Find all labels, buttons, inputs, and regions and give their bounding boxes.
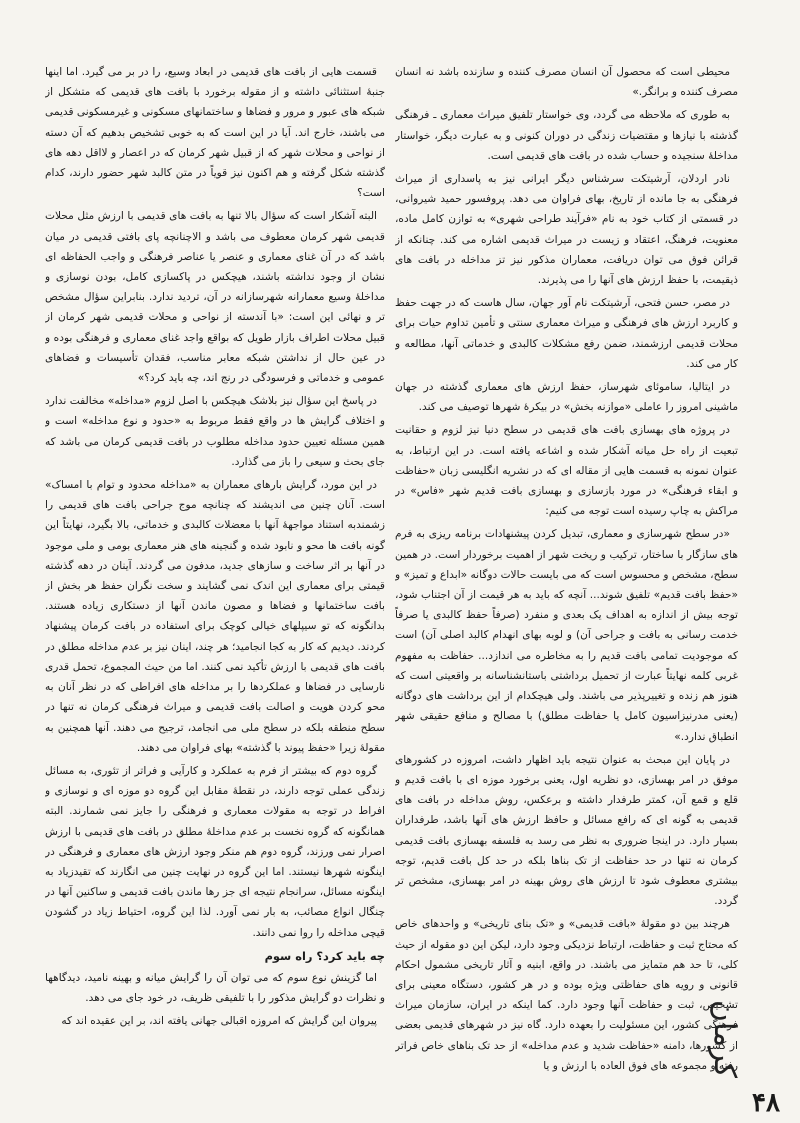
paragraph: در این مورد، گرایش بارهای معماران به «مداخله محدود و توام با امساک» است. آنان چنین می اندیشند که چنانچه موج جراحی بافت های قدیمی را زشمندبه استناد مواجههٔ آنها با معضلات کالبدی و خدماتی، بالا بگیرد، نهایتاً این گونه بافت ها محو و نابود شده و گنجینه های هنر معماری بومی و ملی موجود در آنها بر اثر ساخت و سازهای جدید، مدفون می گردند. آینان در دهه گذشته قیمتی برای معماری این اندک نمی گشایند و سخت نگران حفظ هر بخش از بافت ساختمانها و فضاها و مصون ماندن آنها از دستکاری زیاده هستند. بدانگونه که تو سیپلهای خیالی کوچک برای استفاده در بافت کرمان پیشنهاد کردند. دیدیم که کار به کجا انجامید؛ هر چند، اینان نیز بر عدم مداخله مطلق در بافت های قدیمی با ارزش تأکید نمی کنند. اما من حیث المجموع، تحمل قدری نارسایی در فضاها و عملکردها را بر مداخله های افراطی که در نظر آنان به محو کردن هویت و اصالت بافت قدیمی و میراث فرهنگی کرمان نه تنها در سطح منطقه بلکه در سطح ملی می انجامد، ترجیح می دهند. آنها همچنین به مقولهٔ زیرا «حفظ پیوند با گذشته» بهای فراوان می دهند. bbox=[45, 479, 385, 754]
paragraph: گروه دوم که بیشتر از فرم به عملکرد و کارآیی و فراتر از تئوری، به مسائل زندگی عملی توجه دارند، در نقطهٔ مقابل این گروه دو موزه ای و نوسازی و افراط در توجه به مقولات معماری و فرهنگی را جایز نمی شمارند. البته همانگونه که گروه نخست بر عدم مداخلهٔ مطلق در بافت های قدیمی با ارزش اصرار نمی ورزند، گروه دوم هم منکر وجود ارزش های معماری و فرهنگی در اینگونه شهرها نیستند. اما این گروه در نهایت چنین می انگارند که تقیدزیاد به اینگونه مسائل، سرانجام نتیجه ای جز رها ماندن بافت قدیمی و ساکنین آنها در چنگال انواع مصائب، به بار نمی آورد. لذا این گروه، احتیاط زیاد در گشودن قیچی مداخله را روا نمی دانند. bbox=[45, 764, 385, 939]
page-number: ۴۸ bbox=[752, 1088, 780, 1118]
paragraph: نادر اردلان، آرشیتکت سرشناس دیگر ایرانی نیز به پاسداری از میراث فرهنگی به جا مانده از تاریخ، بهای فراوان می دهد. پروفسور حمید شیروانی، در قسمتی از کتاب خود به نام «فرآیند طراحی شهری» به توازن کامل ماده، معنویت، فرهنگ، اعتقاد و زیست در میراث قدیمی اشاره می کند. چنانکه از قرائن فوق می توان دریافت، معماران مذکور نیز تز مداخله در بافت های ذیقیمت، با حفظ ارزش های آنها را می پذیرند. bbox=[395, 173, 738, 287]
paragraph: هرچند بین دو مقولهٔ «بافت قدیمی» و «تک بنای تاریخی» و واحدهای خاص که محتاج ثبت و حفاظت، ارتباط نزدیکی وجود دارد، لیکن این دو مقوله از حیث کلی، تا حد هم متمایز می باشند. در واقع، ابنیه و آثار تاریخی مشمول احکام قانونی و رویه های حفاظتی ویژه بوده و در هر کشور، دستگاه معینی برای تشخیص، ثبت و حفاظت آنها وجود دارد. کما اینکه در ایران، سازمان میراث فرهنگی کشور، این مسئولیت را بعهده دارد. گاه نیز در شهرهای قدیمی بعضی از کشورها، دامنه «حفاظت شدید و عدم مداخله» از حد تک بناهای خاص فراتر رفته و مجموعه های فوق العاده با ارزش و یا bbox=[395, 918, 738, 1072]
right-text-column bbox=[395, 62, 738, 1082]
paragraph: در پایان این مبحث به عنوان نتیجه باید اظهار داشت، امروزه در کشورهای موفق در امر بهسازی، دو نظریه اول، یعنی برخورد موزه ای با بافت قدیم و قلع و قمع آن، کمتر طرفدار داشته و برعکس، روش مداخله در بافت های قدیمی به گونه ای که رافع مسائل و حافظ ارزش های آنها باشد، طرفداران بسیار دارد. در اینجا ضروری به نظر می رسد به فلسفه بهسازی بافت قدیمی کرمان نه تنها در حد حفاظت از تک بناها بلکه در حد کل بافت قدیم، توجه بیشتری معطوف شود تا ارزش های روش بهینه در امر بهسازی، مشخص تر گردد. bbox=[395, 753, 738, 908]
left-text-column bbox=[45, 62, 385, 1102]
paragraph: قسمت هایی از بافت های قدیمی در ابعاد وسیع، را در بر می گیرد. اما اینها جنبهٔ استثنائی داشته و از مقوله برخورد با بافت های قدیمی که متشکل از شبکه های عبور و مرور و فضاها و ساختمانهای مسکونی و غیرمسکونی قدیمی می باشند، خارج اند. آیا در این است که به خوبی تشخیص بدهیم که آن دسته از نواحی و محلات شهر که از قبیل شهر کرمان که در اعصار و لااقل دهه های گذشته شکل گرفته و هم اکنون نیز قویاً در متن کالبد شهر حضور دارند، کدام است؟ bbox=[45, 66, 385, 200]
quoted-paragraph: «در سطح شهرسازی و معماری، تبدیل کردن پیشنهادات برنامه ریزی به فرم های سازگار با ساختار، ترکیب و ریخت شهر از اهمیت برخوردار است. در همین سطح، مشخص و محسوس است که می بایست حالات دوگانه «ابداع و تمیز» و «حفظ بافت قدیم» تلفیق شوند... آنچه که باید به هر قیمت از آن اجتناب شود، توجه بیش از اندازه به اهداف یک بعدی و منفرد (صرفاً حفظ کالبدی یا صرفاً خدمت رسانی به بافت و جراحی آن) و لوبه بهای انهدام کالبد اصلی آن) است که موجودیت تمامی بافت قدیم را به مخاطره می اندازد... حفاظت به مفهوم غربی کلمه نهایتاً عبارت از تحمیل برداشتی باستانشناسانه بر واقعیتی است که هنوز هم زنده و تغییرپذیر می باشند. ولی هیچکدام از این برداشت های دوگانه (یعنی مدرنیزاسیون کامل یا حفاظت مطلق) با مصالح و منافع حقیقی شهر انطباق ندارد.» bbox=[395, 528, 738, 743]
paragraph: محیطی است که محصول آن انسان مصرف کننده و سازنده باشد نه انسان مصرف کننده و برانگر.» bbox=[395, 66, 738, 99]
paragraph: در پروژه های بهسازی بافت های قدیمی در سطح دنیا نیز لزوم و حقانیت تبعیت از راه حل میانه آشکار شده و اشاعه یافته است. در این ارتباط، به عنوان نمونه به قسمت هایی از مقاله ای که در نشریه انگلیسی زبان «حفاظت و ابقاء فرهنگی» در مورد بازسازی و بهسازی بافت قدیم شهر «فاس» در مراکش به چاپ رسیده است توجه می کنیم: bbox=[395, 424, 738, 518]
section-heading: چه باید کرد؟ راه سوم bbox=[264, 948, 385, 963]
paragraph: پیروان این گرایش که امروزه اقبالی جهانی یافته اند، بر این عقیده اند که bbox=[61, 1015, 377, 1028]
paragraph: البته آشکار است که سؤال بالا تنها به بافت های قدیمی با ارزش مثل محلات قدیمی شهر کرمان معطوف می باشد و الاچنانچه پای بافتی قدیمی در میان باشد که در آن غنای معماری و عنصر یا عناصر فرهنگی و واجب الحفاظه ای نشان از وجود نداشته باشند، هیچکس در پاکسازی کامل، بودن نوسازی و مداخلهٔ وسیع معمارانه شهرسازانه در آن، تردید ندارد. بنابراین سؤال مشخص تر و نهائی این است: «با آندسته از نواحی و محلات قدیمی شهر کرمان از قبیل محلات اطراف بازار طویل که بواقع واجد غنای معماری و فرهنگی بوده و در عین حال از نداشتن شبکه معابر مناسب، فقدان تأسیسات و فضاهای عمومی و خدماتی و فرسودگی در رنج اند، چه باید کرد؟» bbox=[45, 210, 385, 385]
magazine-logo: کرمان bbox=[707, 1000, 742, 1079]
paragraph: در ایتالیا، ساموئای شهرساز، حفظ ارزش های معماری گذشته در جهان ماشینی امروز را عاملی «موازنه بخش» در بیکرهٔ شهرها توصیف می کند. bbox=[395, 381, 738, 414]
paragraph: در مصر، حسن فتحی، آرشیتکت نام آور جهان، سال هاست که در جهت حفظ و کاربرد ارزش های فرهنگی و میراث معماری سنتی و تأمین تداوم حیات برای محلات قدیمی ارزشمند، ضمن رفع مشکلات کالبدی و خدماتی آنها، مطالعه و کار می کند. bbox=[395, 297, 738, 370]
paragraph: اما گزینش نوع سوم که می توان آن را گرایش میانه و بهینه نامید، دیدگاهها و نظرات دو گرایش مذکور را با تلفیقی ظریف، در خود جای می دهد. bbox=[45, 971, 385, 1005]
paragraph: به طوری که ملاحظه می گردد، وی خواستار تلفیق میراث معماری ـ فرهنگی گذشته با نیازها و مقتضیات زندگی در دوران کنونی و به عبارت دیگر، خواستار مداخلهٔ سنجیده و حساب شده در بافت های قدیمی است. bbox=[395, 109, 738, 162]
paragraph: در پاسخ این سؤال نیز بلاشک هیچکس با اصل لزوم «مداخله» مخالفت ندارد و اختلاف گرایش ها در واقع فقط مربوط به «حدود و نوع مداخله» است و همین مسئله تعیین حدود مداخله مطلوب در بافت قدیمی کرمان می باشد که جای بحث و سیعی را باز می گذارد. bbox=[45, 395, 385, 468]
